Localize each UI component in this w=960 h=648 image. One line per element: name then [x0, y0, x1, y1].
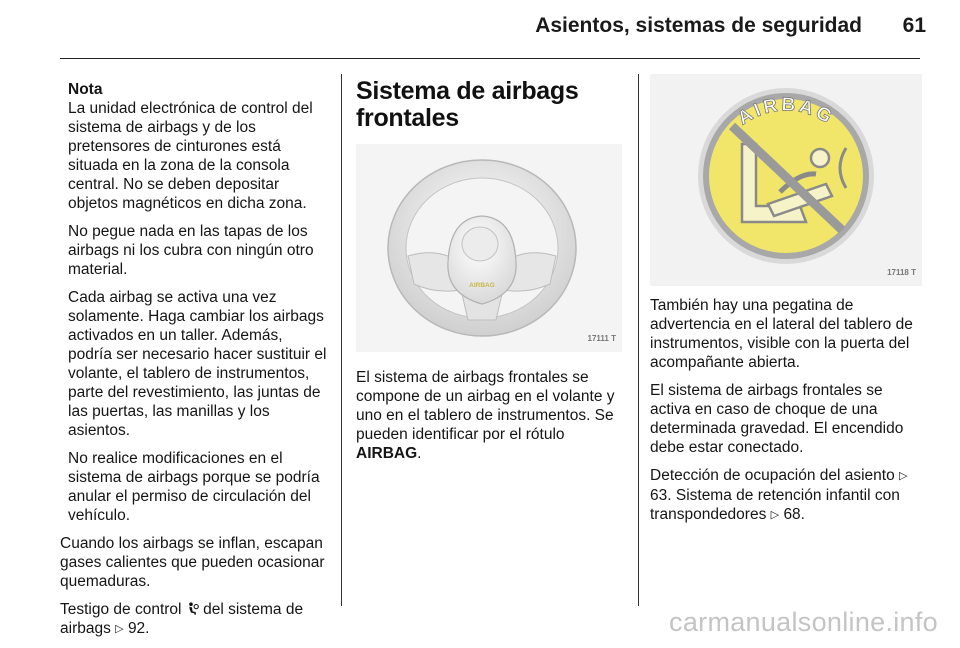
paragraph-warning-sticker: También hay una pegatina de advertencia en el lateral del tablero de instrumentos, visible con la puerta del acompañante abierta.: [650, 297, 913, 371]
paragraph-activation: El sistema de airbags frontales se activa en caso de choque de una determinada gravedad. El encendido debe estar conectado.: [650, 382, 904, 456]
airbag-label-text: AIRBAG: [356, 445, 418, 462]
references-text: Detección de ocupación del asiento: [650, 467, 895, 484]
column-2: [356, 78, 624, 472]
page-header: [0, 0, 960, 58]
page-reference-link-1[interactable]: 63. Sistema de retención infantil con transpondedores: [650, 487, 900, 523]
reference-arrow-icon: ▷: [770, 509, 780, 521]
frontal-airbags-period: .: [417, 445, 422, 462]
note-block: [60, 80, 328, 525]
note-paragraph-4: No realice modificaciones en el sistema de airbags porque se podría anular el permiso de circulación del vehículo.: [68, 450, 320, 524]
figure-code: 17118 T: [887, 268, 916, 277]
frontal-airbags-text: El sistema de airbags frontales se compone de un airbag en el volante y uno en el tablero de instrumentos. Se pueden identificar por el rótulo: [356, 369, 615, 443]
sticker-airbag-text: AIRBAG: [734, 94, 838, 130]
note-paragraph-2: No pegue nada en las tapas de los airbags ni los cubra con ningún otro material.: [68, 223, 314, 278]
page-reference-link[interactable]: 92.: [127, 620, 150, 637]
paragraph-frontal-airbags: [356, 368, 624, 463]
figure-code: 17111 T: [587, 334, 616, 343]
airbag-warning-sticker: [650, 74, 922, 286]
column-divider-right: [638, 74, 639, 606]
steering-wheel-figure: [356, 144, 622, 352]
paragraph-warning-lamp: [60, 600, 328, 639]
page-reference-link-2[interactable]: 68.: [783, 506, 805, 523]
note-paragraph-3: Cada airbag se activa una vez solamente. Haga cambiar los airbags activados en un taller. Además, podría ser necesario hacer sustituir el volante, el tablero de instrumentos, parte del revestimiento, las juntas de las puertas, las manillas y los asientos.: [68, 289, 327, 439]
paragraph-references: [650, 466, 922, 525]
column-3: [650, 74, 922, 534]
note-label: Nota: [68, 81, 103, 98]
watermark: carmanualsonline.info: [669, 607, 938, 637]
page-number: 61: [902, 14, 926, 37]
warning-lamp-text-pre: Testigo de control: [60, 601, 182, 618]
column-1: [60, 80, 328, 648]
steering-wheel-illustration: [356, 144, 622, 352]
paragraph-hot-gases: Cuando los airbags se inflan, escapan gases calientes que pueden ocasionar quemaduras.: [60, 535, 325, 590]
airbag-warning-lamp-icon: [186, 601, 203, 618]
header-rule: [60, 58, 920, 59]
header-title: Asientos, sistemas de seguridad: [535, 14, 862, 37]
warning-lamp-text-mid: del sistema de airbags: [60, 601, 304, 637]
column-divider-left: [341, 74, 342, 606]
airbag-label-on-wheel: AIRBAG: [469, 282, 495, 289]
airbag-sticker-figure: [650, 74, 922, 286]
reference-arrow-icon: ▷: [115, 623, 124, 635]
section-title: Sistema de airbags frontales: [356, 77, 579, 132]
note-paragraph-1: La unidad electrónica de control del sistema de airbags y de los pretensores de cinturones está situada en la zona de la consola central. No se deben depositar objetos magnéticos en dicha zona.: [68, 100, 313, 212]
reference-arrow-icon: ▷: [899, 470, 908, 482]
